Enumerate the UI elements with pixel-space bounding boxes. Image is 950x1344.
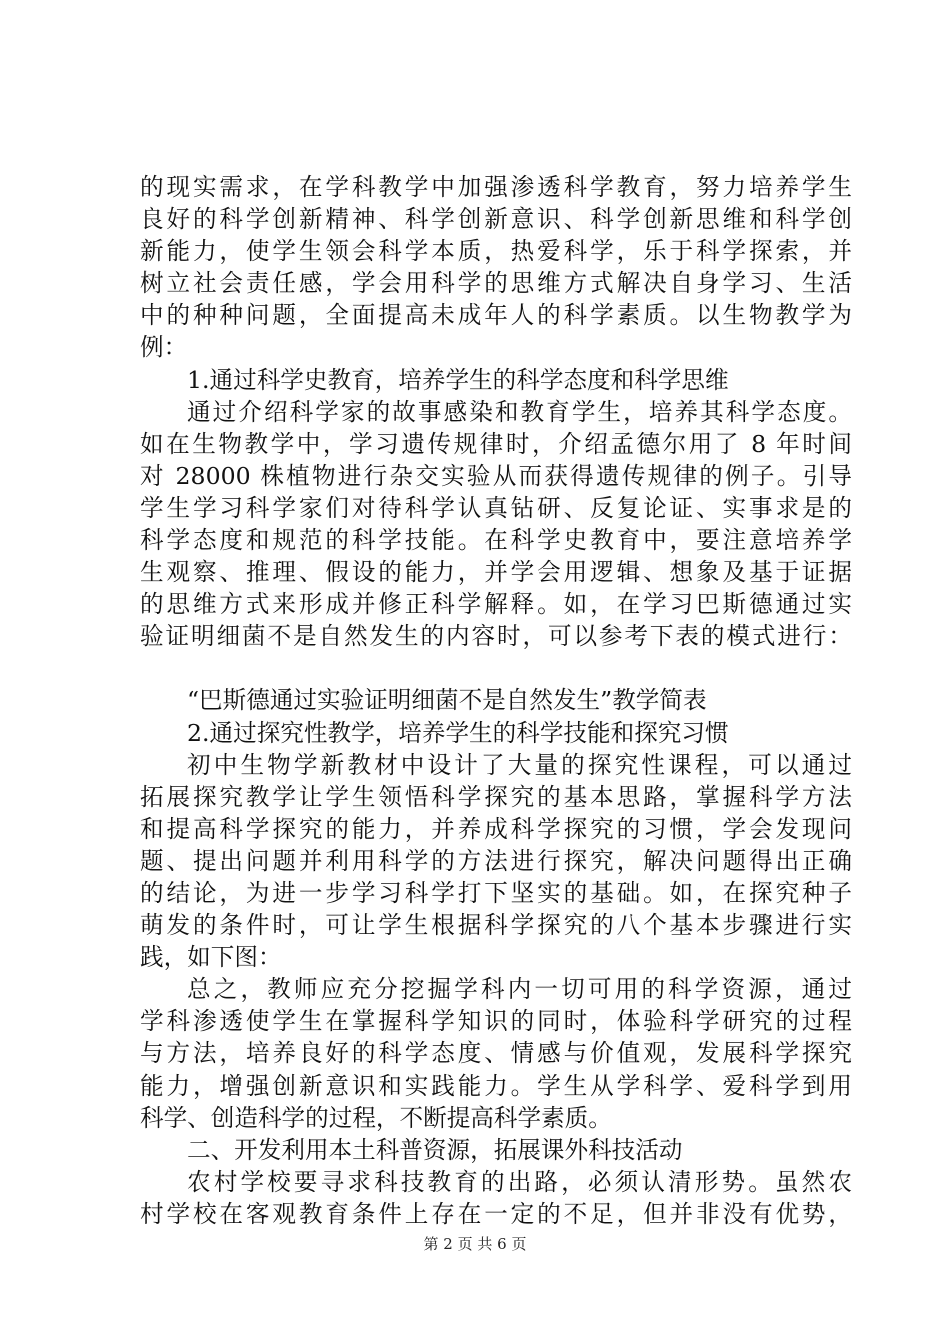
paragraph-line: 科学、创造科学的过程，不断提高科学素质。 xyxy=(140,1103,612,1132)
paragraph-line: 对 28000 株植物进行杂交实验从而获得遗传规律的例子。引导 xyxy=(140,461,852,490)
paragraph-line: 验证明细菌不是自然发生的内容时，可以参考下表的模式进行： xyxy=(140,622,852,651)
paragraph-line: 村学校在客观教育条件上存在一定的不足，但并非没有优势， xyxy=(140,1199,852,1228)
paragraph-line: 新能力，使学生领会科学本质，热爱科学，乐于科学探索，并 xyxy=(140,237,852,266)
paragraph-line: 农村学校要寻求科技教育的出路，必须认清形势。虽然农 xyxy=(187,1167,852,1196)
paragraph-line: 科学态度和规范的科学技能。在科学史教育中，要注意培养学 xyxy=(140,526,852,555)
paragraph-line: 良好的科学创新精神、科学创新意识、科学创新思维和科学创 xyxy=(140,205,852,234)
paragraph-line: 的结论，为进一步学习科学打下坚实的基础。如，在探究种子 xyxy=(140,878,852,907)
paragraph-line: 通过介绍科学家的故事感染和教育学生，培养其科学态度。 xyxy=(187,397,852,426)
section-heading: 2.通过探究性教学，培养学生的科学技能和探究习惯 xyxy=(187,718,729,747)
paragraph-line: 践，如下图： xyxy=(140,943,282,972)
blank-space xyxy=(140,652,852,684)
paragraph-line: 学生学习科学家们对待科学认真钻研、反复论证、实事求是的 xyxy=(140,493,852,522)
paragraph-line: 总之，教师应充分挖掘学科内一切可用的科学资源，通过 xyxy=(187,975,852,1004)
paragraph-line: 生观察、推理、假设的能力，并学会用逻辑、想象及基于证据 xyxy=(140,558,852,587)
paragraph-line: 的思维方式来形成并修正科学解释。如，在学习巴斯德通过实 xyxy=(140,590,852,619)
paragraph-line: 题、提出问题并利用科学的方法进行探究，解决问题得出正确 xyxy=(140,846,852,875)
paragraph-line: 树立社会责任感，学会用科学的思维方式解决自身学习、生活 xyxy=(140,269,852,298)
paragraph-line: 中的种种问题，全面提高未成年人的科学素质。以生物教学为 xyxy=(140,301,852,330)
section-heading: 二、开发利用本土科普资源，拓展课外科技活动 xyxy=(187,1135,683,1164)
paragraph-line: 与方法，培养良好的科学态度、情感与价值观，发展科学探究 xyxy=(140,1039,852,1068)
document-body xyxy=(140,171,852,1230)
paragraph-line: 学科渗透使学生在掌握科学知识的同时，体验科学研究的过程 xyxy=(140,1007,852,1036)
paragraph-line: 和提高科学探究的能力，并养成科学探究的习惯，学会发现问 xyxy=(140,814,852,843)
paragraph-line: 能力，增强创新意识和实践能力。学生从学科学、爱科学到用 xyxy=(140,1071,852,1100)
table-caption: “巴斯德通过实验证明细菌不是自然发生”教学简表 xyxy=(187,686,707,715)
page-number-footer: 第 2 页 共 6 页 xyxy=(423,1235,527,1253)
paragraph-line: 的现实需求，在学科教学中加强渗透科学教育，努力培养学生 xyxy=(140,173,852,201)
paragraph-line: 如在生物教学中，学习遗传规律时，介绍孟德尔用了 8 年时间 xyxy=(140,429,852,458)
paragraph-line: 例： xyxy=(140,333,188,362)
paragraph-line: 萌发的条件时，可让学生根据科学探究的八个基本步骤进行实 xyxy=(140,911,852,940)
paragraph-line: 初中生物学新教材中设计了大量的探究性课程，可以通过 xyxy=(187,750,852,779)
paragraph-line: 拓展探究教学让学生领悟科学探究的基本思路，掌握科学方法 xyxy=(140,782,852,811)
section-heading: 1.通过科学史教育，培养学生的科学态度和科学思维 xyxy=(187,365,729,394)
